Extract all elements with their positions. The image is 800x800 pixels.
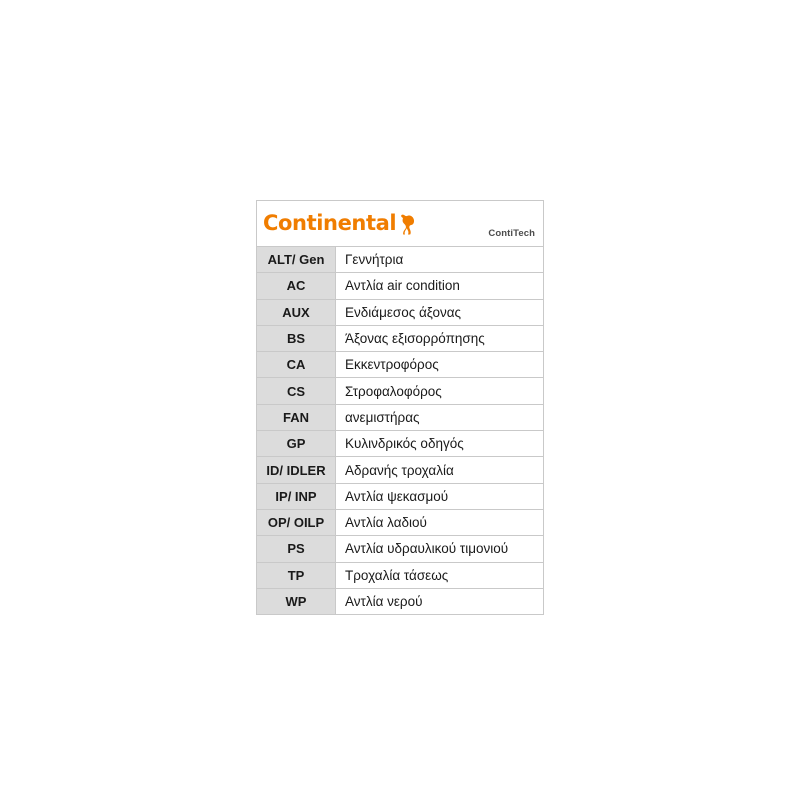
abbreviation-description: Άξονας εξισορρόπησης — [336, 325, 544, 351]
abbreviation-legend-card — [256, 200, 544, 615]
abbreviation-description: Ενδιάμεσος άξονας — [336, 299, 544, 325]
abbreviation-description: Εκκεντροφόρος — [336, 352, 544, 378]
table-row — [257, 378, 544, 404]
abbreviation-code: TP — [257, 562, 336, 588]
table-row — [257, 352, 544, 378]
table-row — [257, 483, 544, 509]
abbreviation-description: Γεννήτρια — [336, 247, 544, 273]
table-row — [257, 536, 544, 562]
abbreviation-code: ID/ IDLER — [257, 457, 336, 483]
abbreviation-description: Αδρανής τροχαλία — [336, 457, 544, 483]
table-row — [257, 404, 544, 430]
abbreviation-description: Τροχαλία τάσεως — [336, 562, 544, 588]
prancing-horse-icon — [399, 213, 417, 235]
abbreviation-table — [256, 246, 544, 615]
abbreviation-description: Κυλινδρικός οδηγός — [336, 431, 544, 457]
abbreviation-code: GP — [257, 431, 336, 457]
table-row — [257, 588, 544, 614]
brand-header — [256, 200, 544, 246]
table-row — [257, 273, 544, 299]
abbreviation-code: AUX — [257, 299, 336, 325]
abbreviation-description: Αντλία air condition — [336, 273, 544, 299]
abbreviation-code: FAN — [257, 404, 336, 430]
abbreviation-code: OP/ OILP — [257, 509, 336, 535]
abbreviation-code: CA — [257, 352, 336, 378]
abbreviation-description: Αντλία λαδιού — [336, 509, 544, 535]
table-row — [257, 247, 544, 273]
sub-brand-label: ContiTech — [488, 228, 535, 239]
table-row — [257, 325, 544, 351]
abbreviation-code: AC — [257, 273, 336, 299]
abbreviation-code: CS — [257, 378, 336, 404]
table-row — [257, 457, 544, 483]
abbreviation-description: Αντλία υδραυλικού τιμονιού — [336, 536, 544, 562]
table-row — [257, 562, 544, 588]
abbreviation-code: PS — [257, 536, 336, 562]
abbreviation-description: ανεμιστήρας — [336, 404, 544, 430]
abbreviation-description: Αντλία ψεκασμού — [336, 483, 544, 509]
abbreviation-code: ALT/ Gen — [257, 247, 336, 273]
continental-logo — [263, 213, 417, 235]
table-row — [257, 431, 544, 457]
abbreviation-description: Αντλία νερού — [336, 588, 544, 614]
abbreviation-code: IP/ INP — [257, 483, 336, 509]
abbreviation-code: BS — [257, 325, 336, 351]
table-row — [257, 299, 544, 325]
brand-wordmark: Continental — [263, 211, 397, 235]
abbreviation-code: WP — [257, 588, 336, 614]
table-row — [257, 509, 544, 535]
abbreviation-table-body — [257, 247, 544, 615]
abbreviation-description: Στροφαλοφόρος — [336, 378, 544, 404]
